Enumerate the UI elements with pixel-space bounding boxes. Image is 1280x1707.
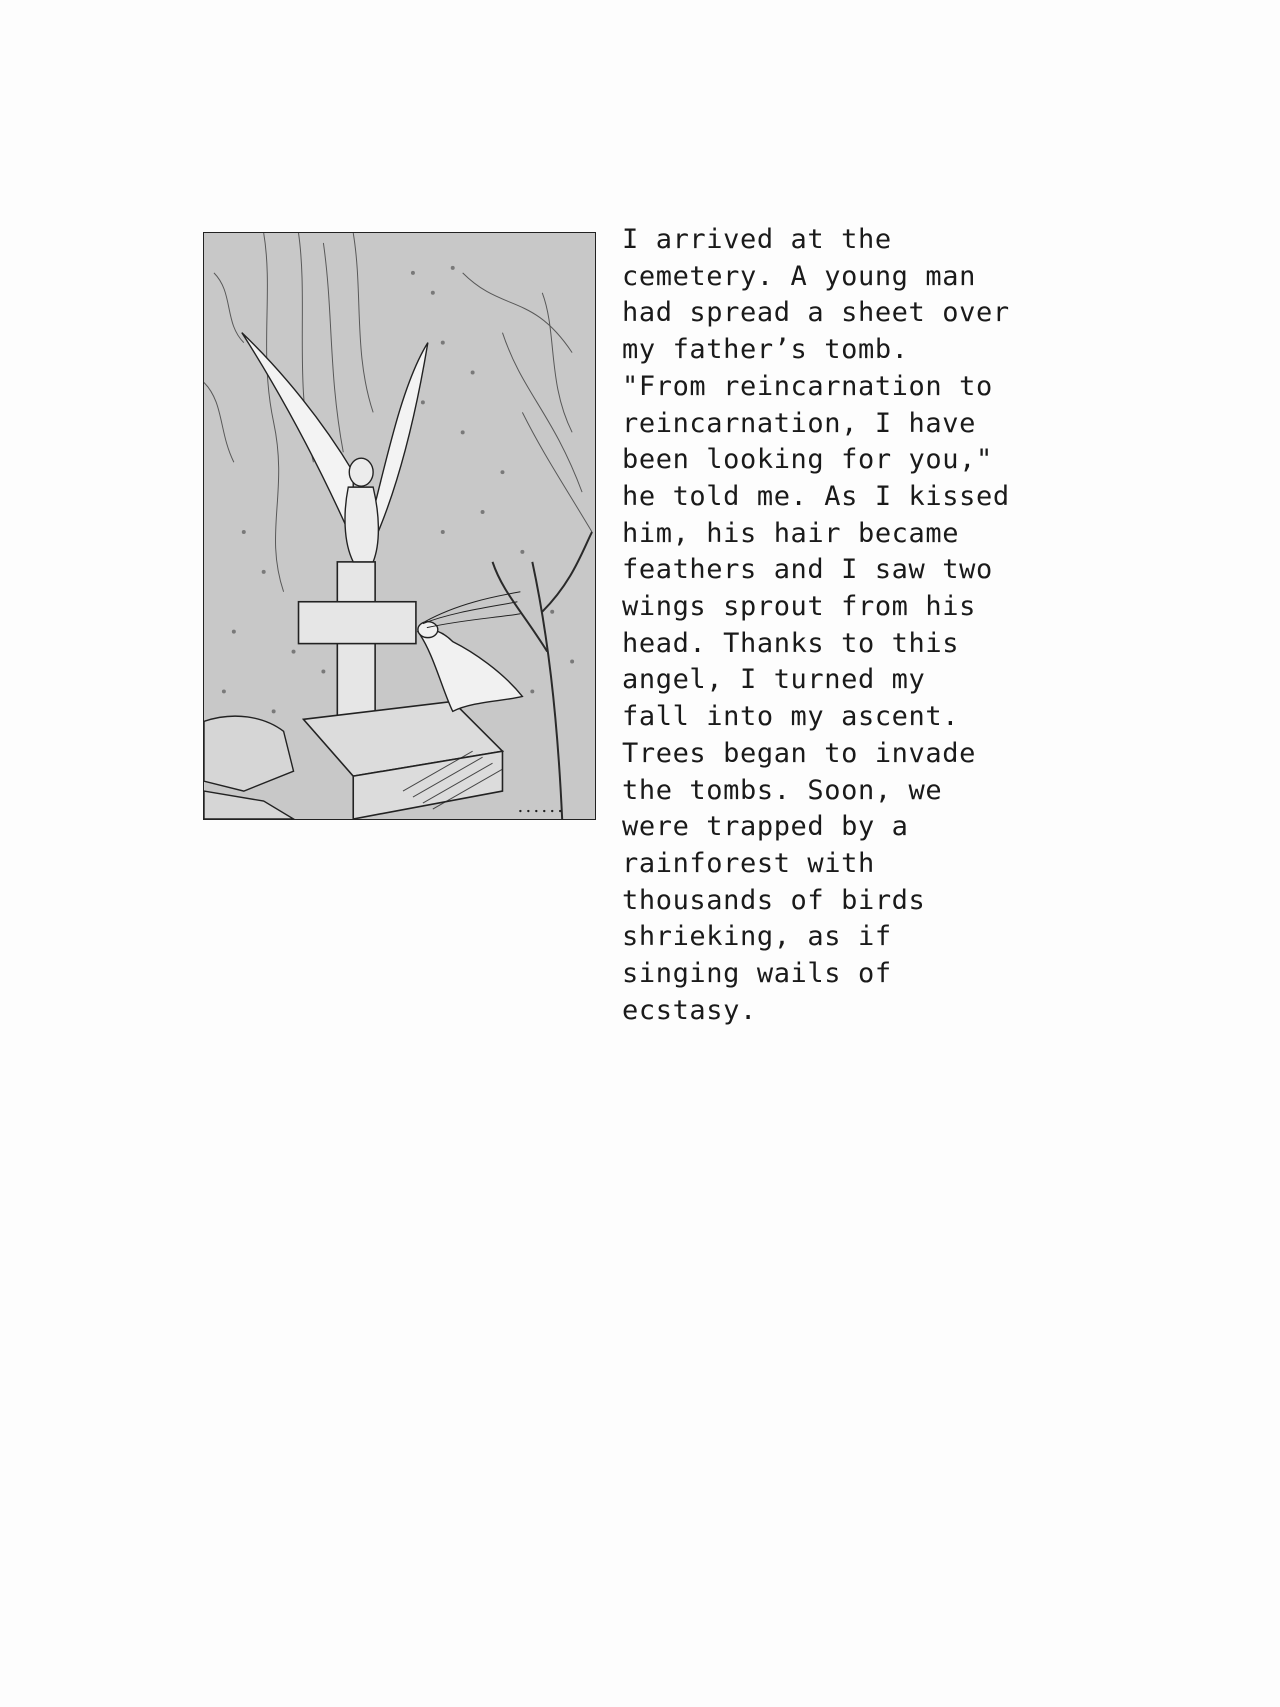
- text-line: shrieking, as if: [622, 921, 892, 953]
- text-line: wings sprout from his: [622, 591, 976, 623]
- text-line: I arrived at the: [622, 224, 892, 255]
- text-line: singing wails of: [622, 958, 892, 990]
- text-line: rainforest with: [622, 847, 875, 879]
- text-line: been looking for you,": [622, 444, 993, 476]
- angel-cemetery-illustration: [203, 232, 596, 820]
- poem-text-block: [622, 222, 1062, 1029]
- text-line: cemetery. A young man: [622, 260, 976, 292]
- text-line: feathers and I saw two: [622, 554, 993, 586]
- text-line: Trees began to invade: [622, 737, 976, 769]
- text-line: fall into my ascent.: [622, 701, 960, 733]
- text-line: he told me. As I kissed: [622, 480, 1010, 512]
- text-line: ecstasy.: [622, 994, 757, 1026]
- text-line: "From reincarnation to: [622, 370, 993, 402]
- text-line: reincarnation, I have: [622, 407, 976, 439]
- text-line: angel, I turned my: [622, 664, 926, 696]
- text-line: thousands of birds: [622, 884, 926, 916]
- text-line: head. Thanks to this: [622, 627, 960, 659]
- text-line: had spread a sheet over: [622, 297, 1010, 329]
- text-line: him, his hair became: [622, 517, 960, 549]
- text-line: my father’s tomb.: [622, 334, 909, 366]
- engraving-angel-cemetery-illustration-icon: [204, 233, 595, 819]
- text-line: were trapped by a: [622, 811, 909, 843]
- text-line: the tombs. Soon, we: [622, 774, 943, 806]
